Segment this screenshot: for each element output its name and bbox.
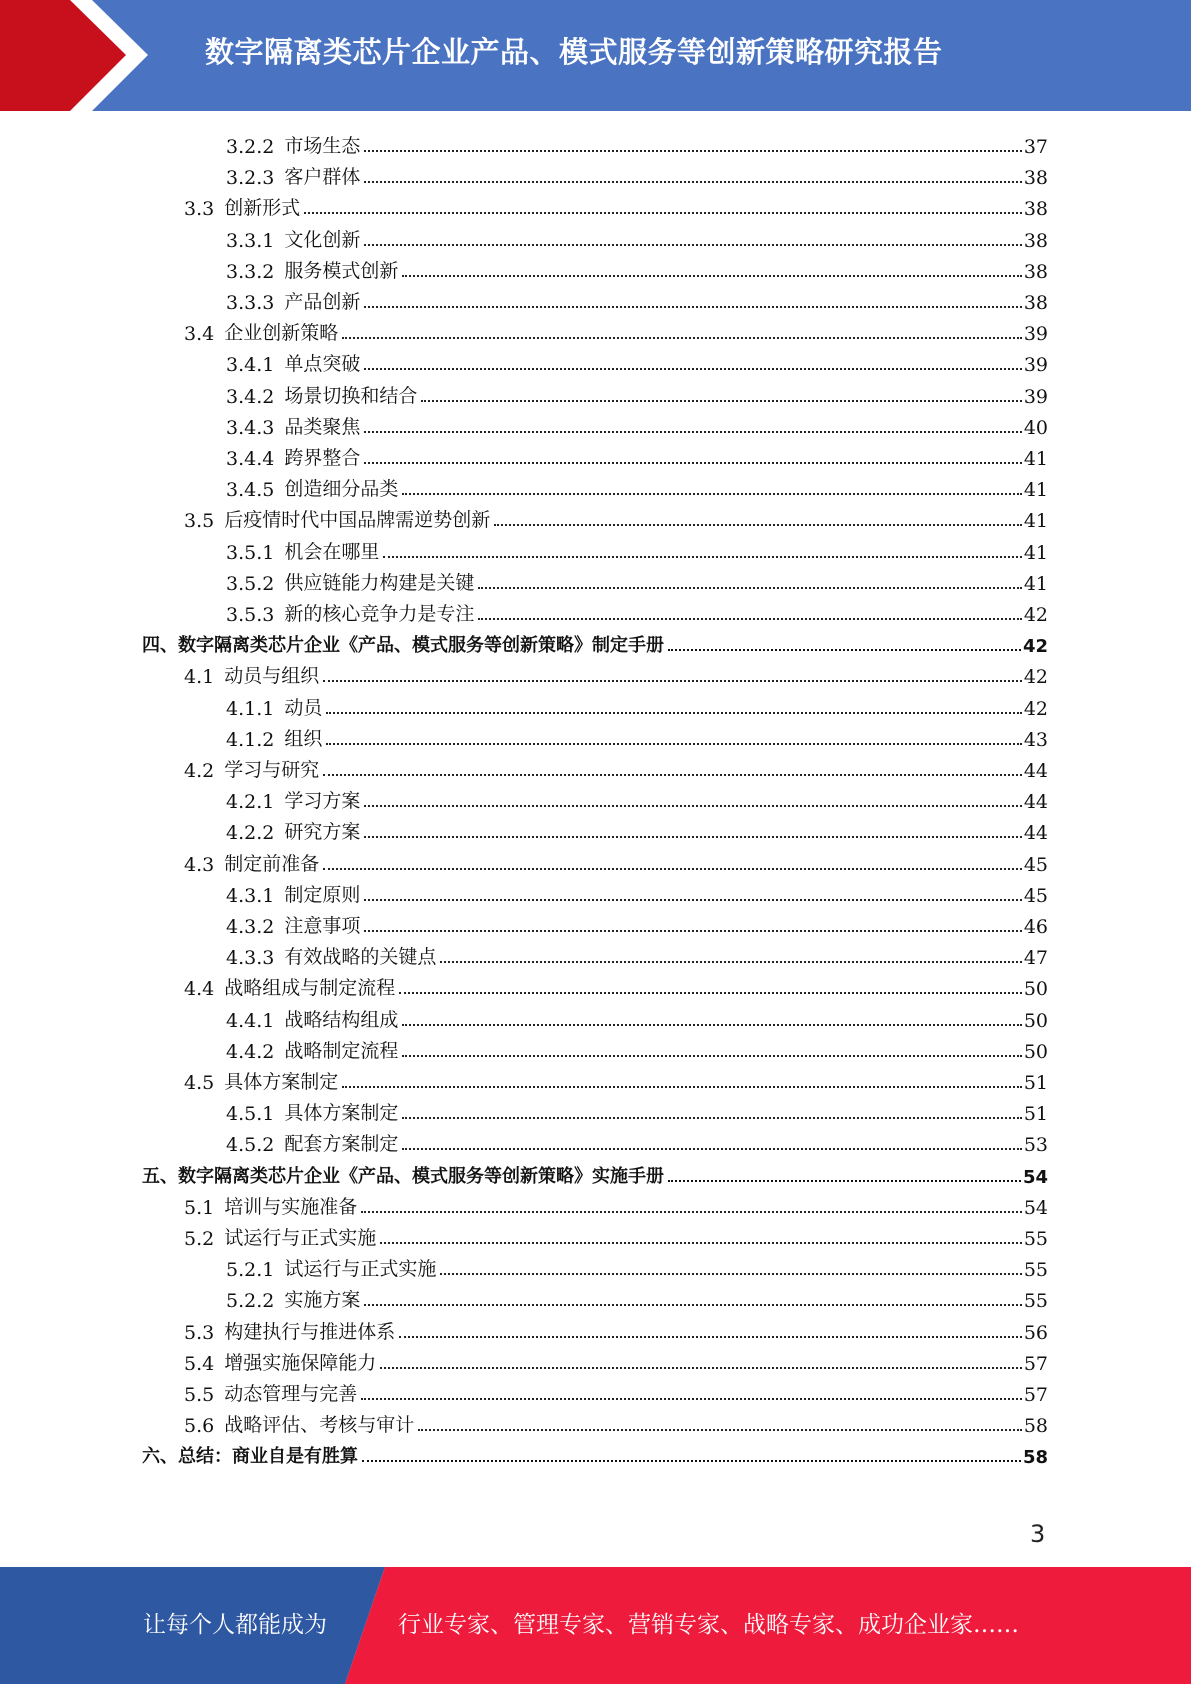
toc-entry-page: 41 — [1023, 510, 1048, 533]
toc-dot-leader — [364, 181, 1021, 183]
toc-entry-page: 42 — [1023, 666, 1048, 689]
toc-dot-leader — [364, 930, 1021, 932]
toc-dot-leader — [364, 306, 1021, 308]
toc-entry-page: 55 — [1023, 1228, 1048, 1250]
toc-entry[interactable] — [226, 689, 1048, 720]
toc-entry[interactable] — [184, 1219, 1048, 1250]
toc-entry-title: 学习方案 — [284, 790, 361, 813]
toc-entry-page: 42 — [1023, 604, 1048, 626]
toc-dot-leader — [402, 1055, 1021, 1057]
toc-entry-title: 具体方案制定 — [224, 1071, 339, 1093]
toc-entry-number: 3.4.3 — [226, 416, 275, 439]
toc-entry[interactable] — [226, 470, 1048, 501]
toc-dot-leader — [478, 618, 1021, 620]
toc-entry-title: 文化创新 — [284, 228, 361, 251]
toc-entry-title: 动员与组织 — [224, 665, 320, 688]
toc-entry-title: 战略组成与制定流程 — [224, 977, 396, 1000]
toc-entry-page: 39 — [1023, 385, 1048, 408]
toc-entry-number: 5.4 — [184, 1352, 215, 1375]
toc-entry-title: 注意事项 — [284, 915, 361, 937]
toc-entry-number: 3.5.2 — [226, 572, 275, 595]
toc-dot-leader — [323, 868, 1022, 870]
toc-entry-title: 市场生态 — [284, 135, 361, 157]
toc-entry-title: 战略评估、考核与审计 — [224, 1414, 415, 1437]
toc-dot-leader — [494, 524, 1022, 526]
toc-entry-number: 4.4.2 — [226, 1040, 275, 1063]
toc-entry-page: 41 — [1023, 541, 1048, 564]
toc-entry[interactable] — [226, 221, 1048, 252]
toc-entry-number: 4.5 — [184, 1072, 215, 1094]
toc-dot-leader — [364, 150, 1021, 152]
toc-entry-number: 4.2.1 — [226, 791, 275, 814]
toc-dot-leader — [399, 992, 1022, 994]
toc-entry[interactable] — [226, 252, 1048, 283]
toc-entry-page: 55 — [1023, 1259, 1048, 1282]
toc-entry-page: 42 — [1022, 636, 1048, 658]
toc-entry-page: 50 — [1023, 1009, 1048, 1032]
toc-entry-number: 4.4 — [184, 978, 215, 1001]
toc-entry-page: 54 — [1022, 1166, 1048, 1188]
toc-entry-title: 供应链能力构建是关键 — [284, 571, 475, 594]
toc-entry[interactable] — [184, 751, 1048, 782]
toc-entry-title: 构建执行与推进体系 — [224, 1320, 396, 1343]
toc-entry-page: 55 — [1023, 1290, 1048, 1313]
toc-entry[interactable] — [226, 1032, 1048, 1063]
toc-dot-leader — [380, 1367, 1022, 1369]
toc-dot-leader — [421, 400, 1021, 402]
page-header — [0, 0, 1191, 111]
toc-entry[interactable] — [226, 595, 1048, 626]
toc-dot-leader — [383, 556, 1021, 558]
toc-entry-page: 37 — [1023, 136, 1048, 158]
toc-entry-number: 4.4.1 — [226, 1009, 275, 1032]
toc-entry-page: 42 — [1023, 697, 1048, 720]
toc-entry-page: 38 — [1023, 167, 1048, 190]
toc-entry-number: 3.5.3 — [226, 604, 275, 626]
toc-entry-number: 5.1 — [184, 1196, 215, 1219]
toc-entry-title: 服务模式创新 — [284, 259, 399, 282]
toc-entry-number: 3.4.5 — [226, 479, 275, 502]
toc-entry[interactable] — [226, 283, 1048, 314]
toc-entry-number: 5.5 — [184, 1384, 215, 1406]
toc-entry-page: 38 — [1023, 292, 1048, 314]
toc-entry[interactable] — [226, 1250, 1048, 1281]
toc-entry[interactable] — [226, 533, 1048, 564]
toc-entry[interactable] — [226, 1281, 1048, 1312]
toc-entry-page: 53 — [1023, 1134, 1048, 1157]
toc-dot-leader — [668, 649, 1021, 651]
toc-dot-leader — [668, 1180, 1021, 1182]
toc-entry-page: 38 — [1023, 198, 1048, 221]
toc-entry-page: 44 — [1023, 760, 1048, 782]
toc-entry-page: 38 — [1023, 260, 1048, 283]
toc-dot-leader — [402, 1117, 1021, 1119]
toc-entry[interactable] — [226, 813, 1048, 844]
toc-entry[interactable] — [226, 1125, 1048, 1156]
toc-dot-leader — [418, 1429, 1022, 1431]
toc-dot-leader — [402, 275, 1021, 277]
toc-entry-title: 动员 — [284, 696, 323, 719]
toc-entry-number: 3.4 — [184, 323, 215, 346]
toc-entry[interactable] — [184, 1063, 1048, 1094]
toc-entry-title: 后疫情时代中国品牌需逆势创新 — [224, 509, 491, 532]
toc-entry-number: 3.3.3 — [226, 292, 275, 314]
toc-dot-leader — [364, 368, 1021, 370]
toc-entry[interactable] — [226, 938, 1048, 969]
toc-entry-page: 47 — [1023, 947, 1048, 970]
footer-slogan-right: 行业专家、管理专家、营销专家、战略专家、成功企业家…… — [398, 1612, 1019, 1638]
toc-entry-title: 试运行与正式实施 — [224, 1227, 377, 1249]
toc-entry[interactable] — [184, 1375, 1048, 1406]
toc-entry-title: 客户群体 — [284, 166, 361, 189]
toc-entry-page: 51 — [1023, 1072, 1048, 1094]
toc-entry-title: 动态管理与完善 — [224, 1383, 358, 1405]
footer-slogan-left: 让每个人都能成为 — [143, 1612, 327, 1638]
toc-entry-title: 制定前准备 — [224, 852, 320, 875]
toc-entry-page: 58 — [1023, 1415, 1048, 1438]
report-title: 数字隔离类芯片企业产品、模式服务等创新策略研究报告 — [205, 35, 943, 69]
toc-entry-page: 54 — [1023, 1196, 1048, 1219]
toc-entry-number: 四、 — [142, 635, 178, 657]
toc-dot-leader — [440, 961, 1021, 963]
toc-entry-title: 战略制定流程 — [284, 1039, 399, 1062]
toc-entry-number: 5.6 — [184, 1415, 215, 1438]
toc-entry-number: 4.3.3 — [226, 947, 275, 970]
toc-entry-title: 企业创新策略 — [224, 322, 339, 345]
toc-entry-title: 战略结构组成 — [284, 1008, 399, 1031]
toc-entry-title: 机会在哪里 — [284, 540, 380, 563]
toc-entry-number: 3.4.1 — [226, 354, 275, 377]
toc-entry[interactable] — [226, 377, 1048, 408]
toc-entry-title: 创造细分品类 — [284, 478, 399, 501]
toc-entry-page: 44 — [1023, 791, 1048, 814]
toc-entry-page: 57 — [1023, 1352, 1048, 1375]
toc-entry-title: 产品创新 — [284, 291, 361, 313]
toc-entry-number: 5.2.1 — [226, 1259, 275, 1282]
toc-dot-leader — [402, 1024, 1021, 1026]
toc-entry-page: 39 — [1023, 354, 1048, 377]
toc-entry[interactable] — [184, 501, 1048, 532]
toc-entry-title: 配套方案制定 — [284, 1133, 399, 1156]
toc-entry-page: 43 — [1023, 728, 1048, 751]
toc-entry-number: 4.3 — [184, 853, 215, 876]
toc-entry-number: 4.1.2 — [226, 728, 275, 751]
toc-entry-number: 4.3.2 — [226, 916, 275, 938]
toc-dot-leader — [380, 1242, 1022, 1244]
toc-entry-number: 5.2 — [184, 1228, 215, 1250]
toc-entry-number: 3.2.3 — [226, 167, 275, 190]
toc-dot-leader — [326, 743, 1021, 745]
toc-entry-title: 试运行与正式实施 — [284, 1258, 437, 1281]
toc-entry[interactable] — [226, 439, 1048, 470]
toc-entry-number: 3.3.1 — [226, 229, 275, 252]
toc-entry[interactable] — [142, 1157, 1048, 1188]
toc-dot-leader — [361, 1211, 1022, 1213]
toc-dot-leader — [402, 493, 1021, 495]
toc-entry-page: 51 — [1023, 1103, 1048, 1126]
toc-entry[interactable] — [184, 1188, 1048, 1219]
toc-entry[interactable] — [184, 1344, 1048, 1375]
toc-entry-title: 数字隔离类芯片企业《产品、模式服务等创新策略》实施手册 — [178, 1165, 664, 1187]
toc-entry-page: 45 — [1023, 853, 1048, 876]
page-number: 3 — [1030, 1520, 1046, 1548]
toc-entry[interactable] — [226, 720, 1048, 751]
toc-entry-page: 39 — [1023, 323, 1048, 346]
toc-entry-number: 五、 — [142, 1165, 178, 1187]
toc-entry-number: 4.5.1 — [226, 1103, 275, 1126]
toc-entry[interactable] — [184, 845, 1048, 876]
toc-entry-title: 组织 — [284, 727, 323, 750]
toc-dot-leader — [364, 805, 1021, 807]
toc-entry[interactable] — [226, 907, 1048, 938]
toc-entry-title: 场景切换和结合 — [284, 384, 418, 407]
toc-entry[interactable] — [226, 564, 1048, 595]
toc-entry[interactable] — [184, 657, 1048, 688]
toc-entry-number: 3.5 — [184, 510, 215, 533]
toc-entry-page: 50 — [1023, 978, 1048, 1001]
toc-dot-leader — [440, 1273, 1021, 1275]
toc-entry-page: 57 — [1023, 1384, 1048, 1406]
toc-entry-title: 数字隔离类芯片企业《产品、模式服务等创新策略》制定手册 — [178, 635, 664, 657]
toc-entry[interactable] — [184, 969, 1048, 1000]
toc-entry-title: 研究方案 — [284, 821, 361, 844]
toc-entry[interactable] — [226, 1094, 1048, 1125]
toc-dot-leader — [342, 1086, 1022, 1088]
toc-entry-page: 45 — [1023, 884, 1048, 907]
toc-dot-leader — [364, 899, 1021, 901]
toc-entry-page: 38 — [1023, 229, 1048, 252]
toc-entry-number: 3.3.2 — [226, 260, 275, 283]
toc-entry[interactable] — [226, 345, 1048, 376]
toc-entry-title: 品类聚焦 — [284, 415, 361, 438]
toc-entry-number: 4.5.2 — [226, 1134, 275, 1157]
toc-dot-leader — [364, 1304, 1021, 1306]
toc-entry-number: 4.2 — [184, 760, 215, 782]
toc-entry[interactable] — [142, 1437, 1048, 1468]
toc-entry-page: 40 — [1023, 416, 1048, 439]
toc-entry[interactable] — [226, 1001, 1048, 1032]
toc-entry-title: 增强实施保障能力 — [224, 1351, 377, 1374]
toc-entry[interactable] — [184, 189, 1048, 220]
toc-entry[interactable] — [226, 158, 1048, 189]
toc-entry-number: 5.2.2 — [226, 1290, 275, 1313]
toc-dot-leader — [364, 431, 1021, 433]
toc-entry-number: 3.5.1 — [226, 541, 275, 564]
toc-entry[interactable] — [184, 1313, 1048, 1344]
toc-entry-title: 实施方案 — [284, 1289, 361, 1312]
toc-entry-number: 3.4.2 — [226, 385, 275, 408]
toc-entry-page: 56 — [1023, 1321, 1048, 1344]
toc-entry-number: 4.1.1 — [226, 697, 275, 720]
toc-entry[interactable] — [226, 876, 1048, 907]
toc-entry-title: 学习与研究 — [224, 759, 320, 781]
page-footer — [0, 1567, 1191, 1684]
toc-entry[interactable] — [184, 1406, 1048, 1437]
toc-entry-title: 新的核心竞争力是专注 — [284, 603, 475, 625]
toc-dot-leader — [342, 337, 1022, 339]
toc-entry-page: 58 — [1022, 1447, 1048, 1469]
toc-entry[interactable] — [142, 626, 1048, 657]
toc-entry-title: 具体方案制定 — [284, 1102, 399, 1125]
toc-dot-leader — [323, 774, 1022, 776]
toc-entry-number: 4.3.1 — [226, 884, 275, 907]
toc-entry-number: 4.1 — [184, 666, 215, 689]
toc-entry[interactable] — [226, 408, 1048, 439]
toc-dot-leader — [361, 1398, 1022, 1400]
toc-entry-page: 44 — [1023, 822, 1048, 845]
toc-dot-leader — [326, 712, 1021, 714]
toc-dot-leader — [478, 587, 1021, 589]
toc-entry[interactable] — [226, 782, 1048, 813]
toc-entry-page: 41 — [1023, 572, 1048, 595]
toc-dot-leader — [364, 836, 1021, 838]
toc-entry-page: 46 — [1023, 916, 1048, 938]
toc-entry-number: 六、 — [142, 1446, 178, 1468]
toc-entry-title: 总结：商业自是有胜算 — [178, 1446, 358, 1468]
toc-entry-page: 50 — [1023, 1040, 1048, 1063]
toc-entry-title: 单点突破 — [284, 353, 361, 376]
toc-entry-page: 41 — [1023, 479, 1048, 502]
toc-dot-leader — [364, 462, 1021, 464]
toc-dot-leader — [362, 1460, 1021, 1462]
toc-entry-title: 培训与实施准备 — [224, 1195, 358, 1218]
toc-dot-leader — [304, 212, 1022, 214]
toc-entry-title: 创新形式 — [224, 197, 301, 220]
toc-entry-title: 跨界整合 — [284, 447, 361, 469]
toc-entry[interactable] — [226, 127, 1048, 158]
toc-entry-title: 有效战略的关键点 — [284, 946, 437, 969]
toc-entry-number: 3.3 — [184, 198, 215, 221]
toc-entry-number: 3.2.2 — [226, 136, 275, 158]
toc-entry-number: 3.4.4 — [226, 448, 275, 470]
toc-dot-leader — [323, 680, 1022, 682]
toc-entry-title: 制定原则 — [284, 883, 361, 906]
toc-entry-number: 4.2.2 — [226, 822, 275, 845]
toc-entry-number: 5.3 — [184, 1321, 215, 1344]
toc-entry-page: 41 — [1023, 448, 1048, 470]
toc-dot-leader — [399, 1336, 1022, 1338]
toc-dot-leader — [364, 244, 1021, 246]
toc-dot-leader — [402, 1148, 1021, 1150]
toc-entry[interactable] — [184, 314, 1048, 345]
